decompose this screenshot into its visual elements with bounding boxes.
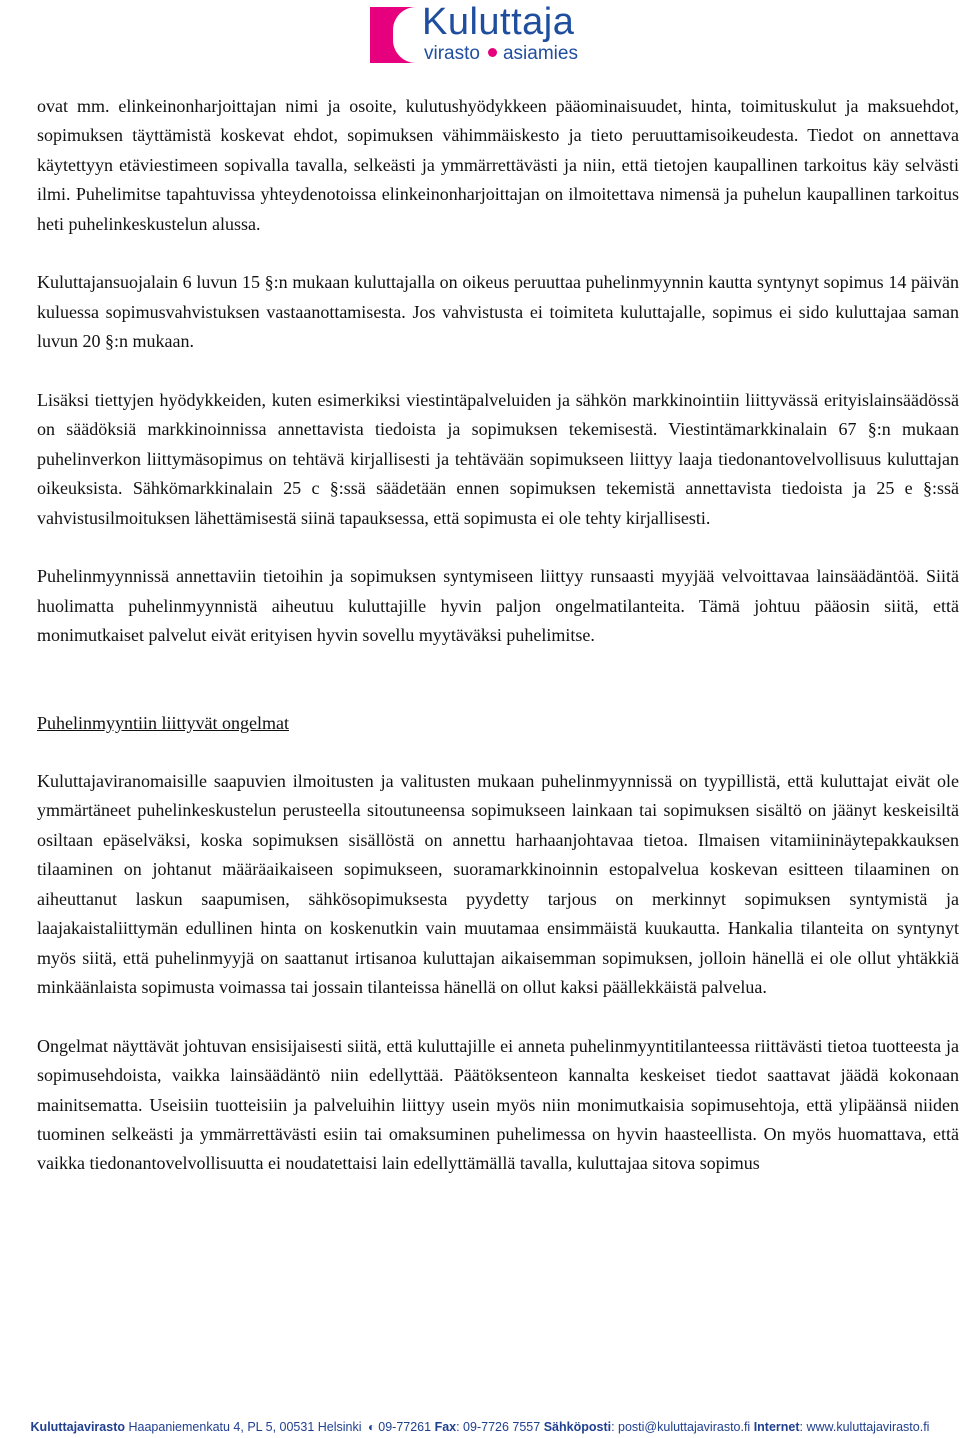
section-heading: Puhelinmyyntiin liittyvät ongelmat xyxy=(37,712,289,733)
paragraph: Kuluttajaviranomaisille saapuvien ilmoitusten ja valitusten mukaan puhelinmyynnissä on tyypillistä, että kuluttajat eivät ole ymmärtäneet puhelinkeskustelun perusteella sitoutuneensa sopimukseen lainkaan tai sopimuksen sisältö on jäänyt keskeisiltä osiltaan epäselväksi, koska sopimuksen sisällöstä on annettu harhaanjohtavaa tietoa. Ilmaisen vitamiininäytepakkauksen tilaaminen on johtanut määräaikaiseen sopimukseen, suoramarkkinoinnin estopalvelua koskevan esitteen tilaaminen on aiheuttanut laskun saapumisen, sähkösopimuksesta pyydetty tarjous on merkinnyt sopimuksen syntymistä ja laajakaistaliittymän edullinen hinta on koskenutkin vain muutamaa ensimmäistä kuukautta. Hankalia tilanteita on syntynyt myös siitä, että puhelinmyyjä on saattanut irtisanoa kuluttajan aikaisemman sopimuksen, jolloin hänellä ei ole ollut yhtäkkiä minkäänlaista sopimusta voimassa tai jossain tilanteissa hänellä on ollut kaksi päällekkäistä palvelua. xyxy=(37,771,959,997)
page-footer xyxy=(0,1419,960,1435)
paragraph: Kuluttajansuojalain 6 luvun 15 §:n mukaan kuluttajalla on oikeus peruuttaa puhelinmyynnin kautta syntynyt sopimus 14 päivän kuluessa sopimusvahvistuksen vastaanottamisesta. Jos vahvistusta ei toimiteta kuluttajalle, sopimus ei sido kuluttajaa saman luvun 20 §:n mukaan. xyxy=(37,272,959,352)
kuluttaja-logo xyxy=(370,1,600,67)
phone-icon: ◐ xyxy=(368,1420,376,1434)
footer-web-label: Internet xyxy=(753,1420,800,1434)
paragraph: Ongelmat näyttävät johtuvan ensisijaisesti siitä, että kuluttajille ei anneta puhelinmyyntitilanteessa riittävästi tietoa tuotteesta ja sopimusehdoista, vaikka lainsäädäntö niin edellyttää. Päätöksenteon kannalta keskeiset tiedot saattavat jäädä kokonaan mainitsematta. Useisiin tuotteisiin ja palveluihin liittyy usein myös niin monimutkaisia sopimusehtoja, että ylipäänsä niiden tuominen selkeästi ja ymmärrettävästi esiin tai omaksuminen puhelimessa on hyvin haasteellista. On myös huomattava, että vaikka tiedonantovelvollisuutta ei noudatettaisi lain edellyttämällä tavalla, kuluttajaa sitova sopimus xyxy=(37,1035,959,1174)
logo-title: Kuluttaja xyxy=(422,1,575,43)
footer-fax: : 09-7726 7557 xyxy=(456,1420,541,1434)
footer-email[interactable]: : posti@kuluttajavirasto.fi xyxy=(611,1420,751,1434)
logo-subtitle xyxy=(424,43,578,65)
logo-sub-left: virasto xyxy=(424,43,480,64)
document-body xyxy=(37,92,959,1179)
footer-address: Haapaniemenkatu 4, PL 5, 00531 Helsinki xyxy=(128,1420,362,1434)
footer-web[interactable]: : www.kuluttajavirasto.fi xyxy=(799,1420,930,1434)
paragraph: Lisäksi tiettyjen hyödykkeiden, kuten esimerkiksi viestintäpalveluiden ja sähkön markkinointiin liittyvässä erityislainsäädössä on säädöksiä markkinoinnissa annettavista tiedoista ja sopimuksen tekemisestä. Viestintämarkkinalain 67 §:n mukaan puhelinverkon liittymäsopimus on tehtävä kirjallisesti ja tehtävään sopimukseen liittyy laaja tiedonantovelvollisuus kuluttajan oikeuksista. Sähkömarkkinalain 25 c §:ssä säädetään ennen sopimuksen tekemistä annettavista tiedoista ja 25 e §:ssä vahvistusilmoituksen lähettämisestä siinä tapauksessa, että sopimusta ei ole tehty kirjallisesti. xyxy=(37,390,959,528)
footer-fax-label: Fax xyxy=(434,1420,457,1434)
footer-org: Kuluttajavirasto xyxy=(30,1420,125,1434)
logo-sub-right: asiamies xyxy=(502,43,578,64)
paragraph: Puhelinmyynnissä annettaviin tietoihin ja sopimuksen syntymiseen liittyy runsaasti myyjää velvoittavaa lainsäädäntöä. Siitä huolimatta puhelinmyynnistä aiheutuu kuluttajille hyvin paljon ongelmatilanteita. Tämä johtuu pääosin siitä, että monimutkaiset palvelut eivät erityisen hyvin sovellu myytäväksi puhelimitse. xyxy=(37,566,959,646)
logo-dot-icon xyxy=(488,48,497,57)
footer-email-label: Sähköposti xyxy=(543,1420,612,1434)
logo-mark-icon xyxy=(370,7,416,63)
paragraph: ovat mm. elinkeinonharjoittajan nimi ja osoite, kulutushyödykkeen pääominaisuudet, hinta, toimituskulut ja maksuehdot, sopimuksen täyttämistä koskevat ehdot, sopimuksen vähimmäiskesto ja tieto peruuttamisoikeudesta. Tiedot on annettava käytettyyn etäviestimeen sopivalla tavalla, selkeästi ja ymmärrettävästi ja niin, että tietojen kaupallinen tarkoitus käy selvästi ilmi. Puhelimitse tapahtuvissa yhteydenotoissa elinkeinonharjoittajan on ilmoitettava nimensä ja puhelun kaupallinen tarkoitus heti puhelinkeskustelun alussa. xyxy=(37,96,959,234)
footer-phone: 09-77261 xyxy=(378,1420,432,1434)
